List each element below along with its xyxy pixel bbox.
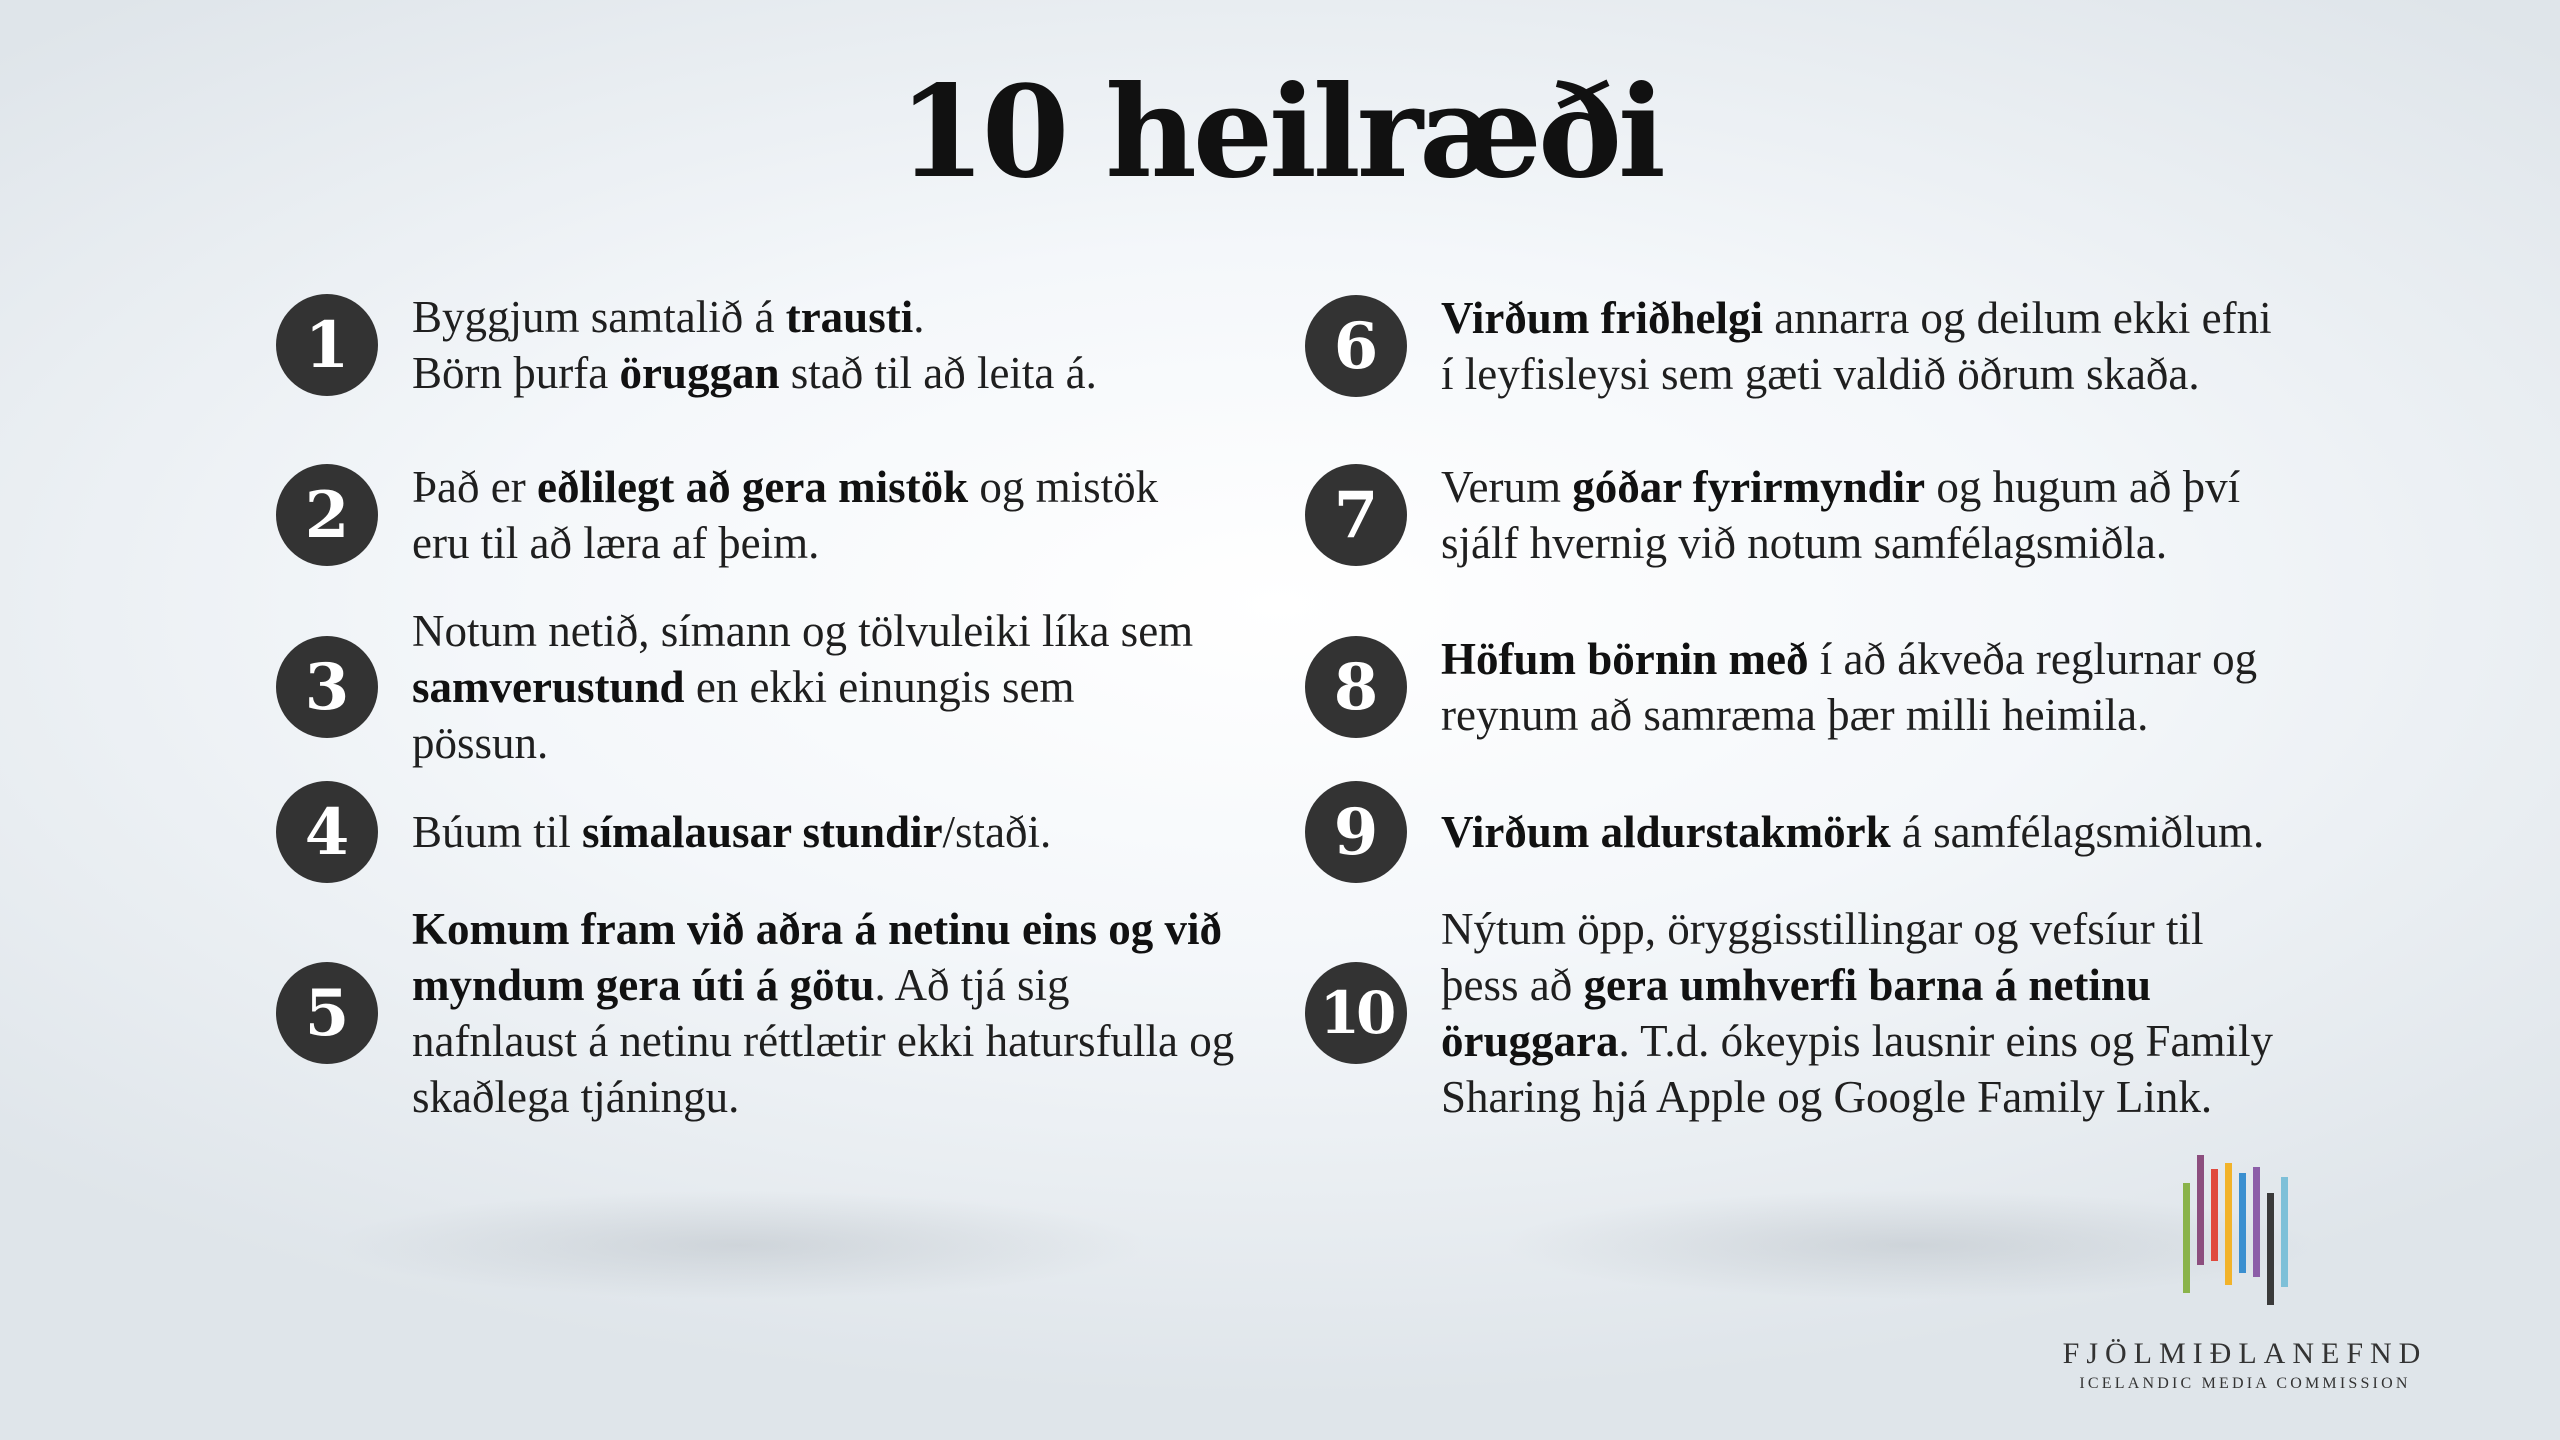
tip-number-badge: 8 xyxy=(1305,636,1407,738)
tip-number-badge: 7 xyxy=(1305,464,1407,566)
fjolmidlanefnd-logo xyxy=(2055,1145,2435,1395)
logo-bar xyxy=(2253,1167,2260,1277)
tip-segment: /staði. xyxy=(942,807,1052,857)
tip-segment: . xyxy=(913,292,925,342)
tip-number-badge: 10 xyxy=(1305,962,1407,1064)
tip-segment: á samfélagsmiðlum. xyxy=(1890,807,2265,857)
tip-emphasis: góðar fyrirmyndir xyxy=(1572,462,1926,512)
logo-bar xyxy=(2239,1173,2246,1273)
tip-text xyxy=(412,901,1242,1125)
tip-emphasis: Höfum börnin með xyxy=(1441,634,1809,684)
tip-10 xyxy=(1305,904,2305,1122)
tip-9 xyxy=(1305,781,2305,883)
logo-bar xyxy=(2183,1183,2190,1293)
tip-1 xyxy=(276,292,1276,398)
tip-segment: Byggjum samtalið á xyxy=(412,292,786,342)
tip-3 xyxy=(276,606,1276,768)
tip-number-badge: 1 xyxy=(276,294,378,396)
tip-emphasis: gera umhverfi barna á netinu öruggara xyxy=(1441,960,2151,1066)
tip-segment: Notum netið, símann og tölvuleiki líka sem xyxy=(412,606,1194,656)
tip-text xyxy=(1441,631,2271,743)
tip-emphasis: eðlilegt að gera mistök xyxy=(536,462,969,512)
tip-emphasis: trausti xyxy=(785,292,914,342)
logo-bars-mark xyxy=(2183,1145,2303,1305)
tip-segment: . Að tjá sig nafnlaust á netinu réttlætir ekki hatursfulla og skaðlega tjáningu. xyxy=(412,960,1235,1122)
logo-bar xyxy=(2211,1169,2218,1261)
tip-segment: í að ákveða reglurnar og reynum að samræma þær milli heimila. xyxy=(1441,634,2258,740)
tip-4 xyxy=(276,781,1276,883)
tip-segment: en ekki einungis sem pössun. xyxy=(412,662,1075,768)
tip-text xyxy=(1441,901,2291,1125)
page-title: 10 heilræði xyxy=(898,58,1662,206)
left-column-shadow xyxy=(330,1190,1150,1300)
tip-text xyxy=(1441,459,2241,571)
tip-number-badge: 5 xyxy=(276,962,378,1064)
tip-5 xyxy=(276,904,1276,1122)
tip-emphasis: símalausar stundir xyxy=(582,807,943,857)
tip-6 xyxy=(1305,295,2305,397)
tip-emphasis: Komum fram við aðra á netinu eins og við myndum gera úti á götu xyxy=(412,904,1222,1010)
tip-segment: stað til að leita á. xyxy=(779,348,1097,398)
tip-segment: Það er xyxy=(412,462,537,512)
tip-emphasis: Virðum aldurstakmörk xyxy=(1441,807,1891,857)
tip-text xyxy=(412,459,1192,571)
tip-8 xyxy=(1305,636,2305,738)
logo-bar xyxy=(2267,1193,2274,1305)
tip-emphasis: Virðum friðhelgi xyxy=(1441,293,1764,343)
tip-number-badge: 2 xyxy=(276,464,378,566)
logo-name: FJÖLMIÐLANEFND xyxy=(2062,1337,2428,1370)
logo-subtitle: ICELANDIC MEDIA COMMISSION xyxy=(2079,1375,2411,1392)
logo-bar xyxy=(2225,1163,2232,1285)
tip-number-badge: 3 xyxy=(276,636,378,738)
tip-2 xyxy=(276,464,1276,566)
tip-segment: . T.d. ókeypis lausnir eins og Family Sharing hjá Apple og Google Family Link. xyxy=(1441,1016,2274,1122)
tip-segment: annarra og deilum ekki efni í leyfisleysi sem gæti valdið öðrum skaða. xyxy=(1441,293,2272,399)
tip-7 xyxy=(1305,464,2305,566)
tip-text xyxy=(1441,290,2291,402)
tip-segment: Verum xyxy=(1441,462,1573,512)
tip-emphasis: samverustund xyxy=(412,662,685,712)
tip-segment: Búum til xyxy=(412,807,583,857)
tip-segment: og hugum að því sjálf hvernig við notum samfélagsmiðla. xyxy=(1441,462,2241,568)
tip-number-badge: 9 xyxy=(1305,781,1407,883)
tip-segment: Börn þurfa xyxy=(412,348,620,398)
tip-emphasis: öruggan xyxy=(619,348,780,398)
tip-segment: og mistök eru til að læra af þeim. xyxy=(412,462,1159,568)
tip-number-badge: 6 xyxy=(1305,295,1407,397)
tip-text xyxy=(412,603,1212,771)
logo-bar xyxy=(2281,1177,2288,1287)
tip-number-badge: 4 xyxy=(276,781,378,883)
tip-segment: Nýtum öpp, öryggisstillingar og vefsíur til þess að xyxy=(1441,904,2204,1010)
tip-text xyxy=(1441,804,2511,860)
logo-bar xyxy=(2197,1155,2204,1265)
